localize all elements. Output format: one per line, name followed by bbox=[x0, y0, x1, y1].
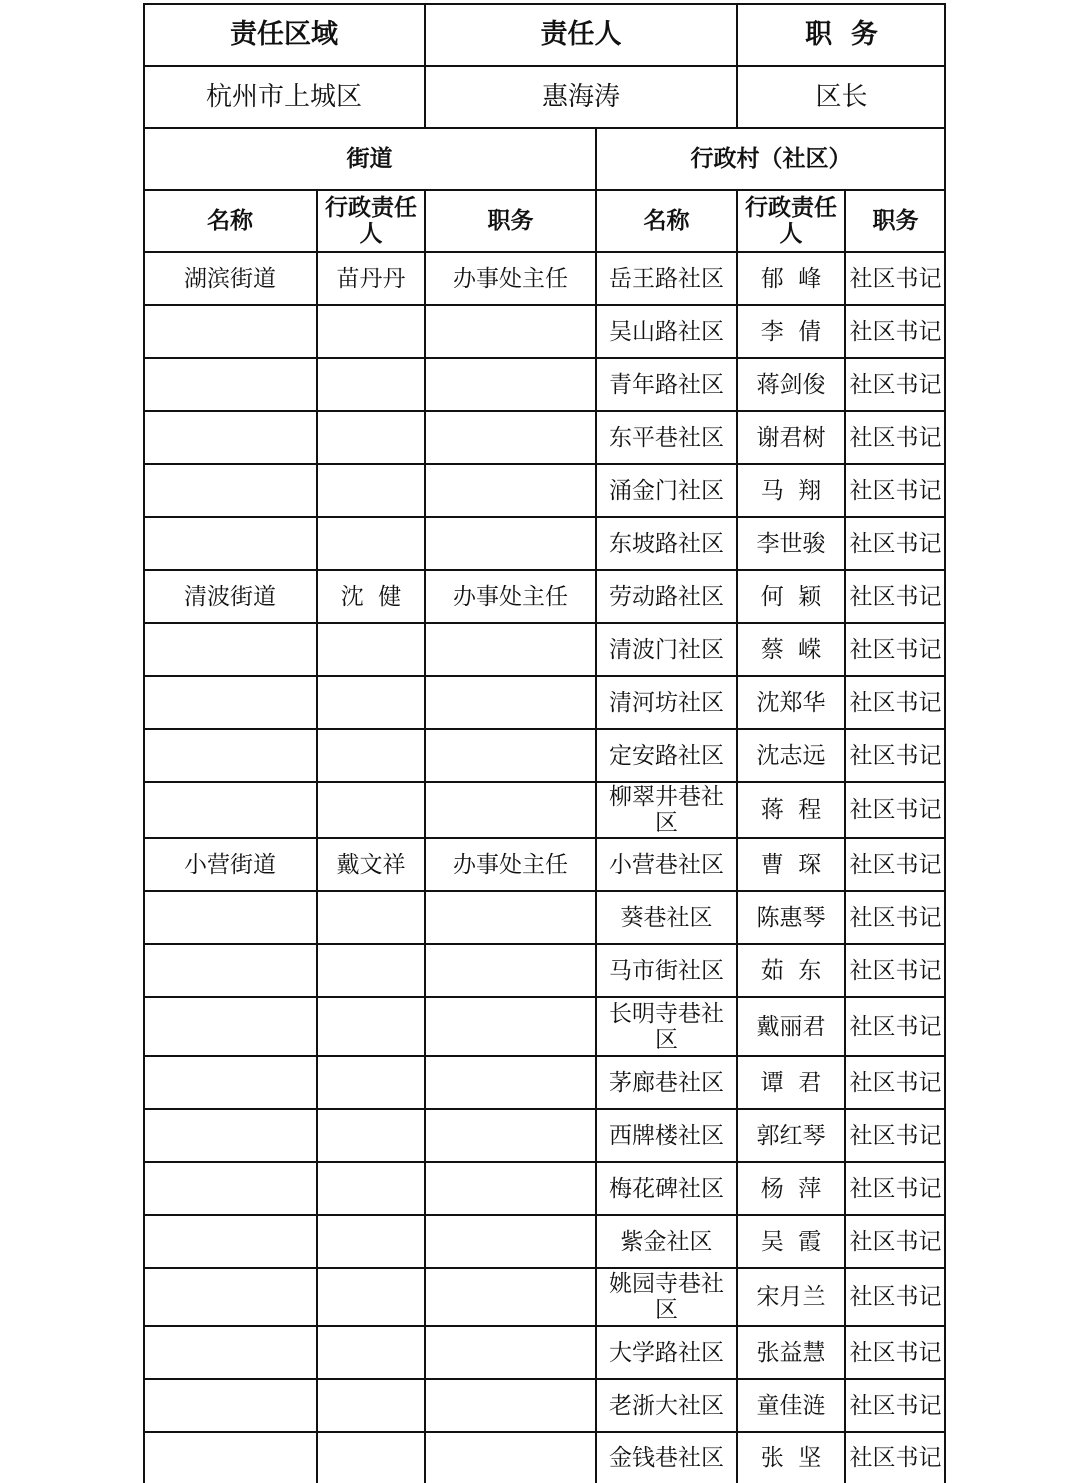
street-name-cell bbox=[143, 1109, 317, 1162]
community-position-cell: 社区书记 bbox=[849, 530, 942, 557]
community-position-cell: 社区书记 bbox=[849, 1228, 942, 1255]
grid-line bbox=[143, 1267, 946, 1269]
subheader-village-name: 名称 bbox=[643, 208, 690, 234]
street-name-cell bbox=[143, 944, 317, 997]
street-person-cell: 沈 健 bbox=[340, 583, 402, 610]
street-person-cell bbox=[317, 517, 425, 570]
grid-line bbox=[844, 190, 846, 1483]
grid-line bbox=[143, 890, 946, 892]
community-name-cell: 姚园寺巷社区 bbox=[609, 1271, 724, 1323]
community-person-cell: 杨 萍 bbox=[760, 1175, 822, 1202]
street-person-cell: 戴文祥 bbox=[336, 851, 406, 878]
community-name-cell: 金钱巷社区 bbox=[609, 1444, 724, 1471]
community-person-cell: 张 坚 bbox=[760, 1444, 822, 1471]
street-name-cell bbox=[143, 676, 317, 729]
grid-line bbox=[143, 781, 946, 783]
community-person-cell: 郁 峰 bbox=[760, 265, 822, 292]
grid-line bbox=[143, 127, 946, 129]
grid-line bbox=[143, 65, 946, 67]
street-position-cell bbox=[425, 676, 596, 729]
community-name-cell: 涌金门社区 bbox=[609, 477, 724, 504]
street-name-cell bbox=[143, 729, 317, 782]
grid-line bbox=[424, 190, 426, 1483]
community-position-cell: 社区书记 bbox=[849, 265, 942, 292]
responsibility-table bbox=[143, 3, 946, 1483]
community-name-cell: 清河坊社区 bbox=[609, 689, 724, 716]
community-name-cell: 茅廊巷社区 bbox=[609, 1069, 724, 1096]
community-name-cell: 西牌楼社区 bbox=[609, 1122, 724, 1149]
street-position-cell bbox=[425, 782, 596, 838]
street-position-cell bbox=[425, 1056, 596, 1109]
street-position-cell bbox=[425, 411, 596, 464]
street-name-cell bbox=[143, 358, 317, 411]
top-area: 杭州市上城区 bbox=[205, 82, 362, 112]
grid-line bbox=[143, 728, 946, 730]
street-person-cell bbox=[317, 464, 425, 517]
street-name-cell bbox=[143, 997, 317, 1056]
community-position-cell: 社区书记 bbox=[849, 1069, 942, 1096]
street-name-cell bbox=[143, 517, 317, 570]
community-person-cell: 沈志远 bbox=[756, 742, 826, 769]
street-name-cell bbox=[143, 1326, 317, 1379]
community-person-cell: 蒋剑俊 bbox=[756, 371, 826, 398]
street-position-cell bbox=[425, 1162, 596, 1215]
street-name-cell bbox=[143, 1268, 317, 1326]
community-person-cell: 张益慧 bbox=[756, 1339, 826, 1366]
community-name-cell: 吴山路社区 bbox=[609, 318, 724, 345]
street-name-cell bbox=[143, 1432, 317, 1483]
community-position-cell: 社区书记 bbox=[849, 424, 942, 451]
grid-line bbox=[736, 190, 738, 1483]
community-position-cell: 社区书记 bbox=[849, 1175, 942, 1202]
grid-line bbox=[143, 516, 946, 518]
community-name-cell: 劳动路社区 bbox=[609, 583, 724, 610]
community-person-cell: 曹 琛 bbox=[760, 851, 822, 878]
community-person-cell: 陈惠琴 bbox=[756, 904, 826, 931]
grid-line bbox=[143, 463, 946, 465]
top-person: 惠海涛 bbox=[541, 82, 620, 112]
grid-line bbox=[143, 251, 946, 253]
street-position-cell bbox=[425, 517, 596, 570]
community-person-cell: 蒋 程 bbox=[760, 797, 822, 823]
grid-line bbox=[143, 357, 946, 359]
street-person-cell bbox=[317, 623, 425, 676]
community-person-cell: 李世骏 bbox=[756, 530, 826, 557]
street-position-cell bbox=[425, 729, 596, 782]
street-name-cell bbox=[143, 411, 317, 464]
grid-line bbox=[595, 128, 597, 190]
community-position-cell: 社区书记 bbox=[849, 1339, 942, 1366]
subheader-street-name: 名称 bbox=[207, 208, 253, 234]
street-position-cell bbox=[425, 305, 596, 358]
community-name-cell: 东平巷社区 bbox=[609, 424, 724, 451]
grid-line bbox=[944, 3, 946, 1483]
grid-line bbox=[143, 996, 946, 998]
top-position: 区长 bbox=[815, 82, 868, 112]
street-person-cell bbox=[317, 1109, 425, 1162]
subheader-street-person: 行政责任人 bbox=[325, 195, 417, 247]
community-position-cell: 社区书记 bbox=[849, 797, 942, 823]
community-name-cell: 东坡路社区 bbox=[609, 530, 724, 557]
community-position-cell: 社区书记 bbox=[849, 318, 942, 345]
street-position-cell bbox=[425, 1326, 596, 1379]
grid-line bbox=[595, 190, 597, 1483]
community-name-cell: 梅花碑社区 bbox=[609, 1175, 724, 1202]
community-name-cell: 青年路社区 bbox=[609, 371, 724, 398]
group-header-village: 行政村（社区） bbox=[690, 146, 852, 172]
community-person-cell: 戴丽君 bbox=[756, 1013, 826, 1040]
community-person-cell: 谭 君 bbox=[760, 1069, 822, 1096]
community-name-cell: 岳王路社区 bbox=[609, 265, 724, 292]
street-person-cell bbox=[317, 997, 425, 1056]
street-position-cell bbox=[425, 1215, 596, 1268]
grid-line bbox=[143, 304, 946, 306]
street-person-cell bbox=[317, 1162, 425, 1215]
community-person-cell: 宋月兰 bbox=[756, 1284, 826, 1310]
community-name-cell: 长明寺巷社区 bbox=[609, 1000, 724, 1053]
street-name-cell bbox=[143, 1056, 317, 1109]
street-person-cell bbox=[317, 411, 425, 464]
grid-line bbox=[143, 675, 946, 677]
street-position-cell bbox=[425, 1109, 596, 1162]
community-person-cell: 马 翔 bbox=[760, 477, 822, 504]
street-person-cell bbox=[317, 782, 425, 838]
grid-line bbox=[143, 569, 946, 571]
community-position-cell: 社区书记 bbox=[849, 851, 942, 878]
community-name-cell: 葵巷社区 bbox=[620, 904, 713, 931]
street-person-cell bbox=[317, 358, 425, 411]
community-person-cell: 童佳涟 bbox=[756, 1392, 826, 1419]
street-position-cell bbox=[425, 1379, 596, 1432]
community-position-cell: 社区书记 bbox=[849, 1013, 942, 1040]
grid-line bbox=[143, 1055, 946, 1057]
grid-line bbox=[143, 622, 946, 624]
grid-line bbox=[143, 3, 145, 1483]
street-position-cell: 办事处主任 bbox=[453, 583, 568, 610]
street-name-cell bbox=[143, 623, 317, 676]
community-name-cell: 清波门社区 bbox=[609, 636, 724, 663]
header-person: 责任人 bbox=[540, 18, 622, 50]
community-person-cell: 沈郑华 bbox=[756, 689, 826, 716]
street-position-cell bbox=[425, 891, 596, 944]
grid-line bbox=[143, 410, 946, 412]
street-person-cell bbox=[317, 944, 425, 997]
street-position-cell bbox=[425, 1432, 596, 1483]
header-position: 职 务 bbox=[805, 18, 878, 50]
street-position-cell: 办事处主任 bbox=[453, 265, 568, 292]
street-person-cell bbox=[317, 1326, 425, 1379]
grid-line bbox=[316, 190, 318, 1483]
street-person-cell bbox=[317, 1379, 425, 1432]
community-name-cell: 老浙大社区 bbox=[609, 1392, 724, 1419]
street-name-cell: 湖滨街道 bbox=[184, 265, 276, 292]
street-person-cell: 苗丹丹 bbox=[336, 265, 406, 292]
street-name-cell bbox=[143, 1162, 317, 1215]
street-name-cell: 清波街道 bbox=[184, 583, 276, 610]
street-position-cell bbox=[425, 997, 596, 1056]
community-position-cell: 社区书记 bbox=[849, 742, 942, 769]
community-position-cell: 社区书记 bbox=[849, 1444, 942, 1471]
community-person-cell: 茹 东 bbox=[760, 957, 822, 984]
community-name-cell: 紫金社区 bbox=[620, 1228, 713, 1255]
subheader-village-position: 职务 bbox=[872, 208, 919, 234]
community-position-cell: 社区书记 bbox=[849, 1122, 942, 1149]
street-position-cell bbox=[425, 623, 596, 676]
grid-line bbox=[143, 1108, 946, 1110]
grid-line bbox=[143, 1378, 946, 1380]
community-person-cell: 蔡 嵘 bbox=[760, 636, 822, 663]
street-person-cell bbox=[317, 1215, 425, 1268]
community-position-cell: 社区书记 bbox=[849, 904, 942, 931]
street-position-cell bbox=[425, 464, 596, 517]
street-position-cell bbox=[425, 358, 596, 411]
community-position-cell: 社区书记 bbox=[849, 957, 942, 984]
street-position-cell bbox=[425, 1268, 596, 1326]
community-name-cell: 大学路社区 bbox=[609, 1339, 724, 1366]
community-name-cell: 柳翠井巷社区 bbox=[609, 784, 724, 836]
grid-line bbox=[143, 3, 946, 5]
street-person-cell bbox=[317, 1268, 425, 1326]
grid-line bbox=[143, 1325, 946, 1327]
street-person-cell bbox=[317, 1056, 425, 1109]
community-person-cell: 何 颖 bbox=[760, 583, 822, 610]
community-position-cell: 社区书记 bbox=[849, 1392, 942, 1419]
community-person-cell: 谢君树 bbox=[756, 424, 826, 451]
grid-line bbox=[143, 837, 946, 839]
community-position-cell: 社区书记 bbox=[849, 1284, 942, 1310]
community-position-cell: 社区书记 bbox=[849, 689, 942, 716]
header-area: 责任区域 bbox=[230, 18, 338, 50]
street-person-cell bbox=[317, 729, 425, 782]
grid-line bbox=[143, 1161, 946, 1163]
street-name-cell bbox=[143, 305, 317, 358]
street-position-cell bbox=[425, 944, 596, 997]
community-person-cell: 郭红琴 bbox=[756, 1122, 826, 1149]
community-position-cell: 社区书记 bbox=[849, 477, 942, 504]
community-person-cell: 吴 霞 bbox=[760, 1228, 822, 1255]
community-position-cell: 社区书记 bbox=[849, 583, 942, 610]
subheader-street-position: 职务 bbox=[487, 208, 534, 234]
grid-line bbox=[143, 1214, 946, 1216]
community-position-cell: 社区书记 bbox=[849, 371, 942, 398]
street-person-cell bbox=[317, 305, 425, 358]
subheader-village-person: 行政责任人 bbox=[745, 195, 837, 247]
grid-line bbox=[736, 3, 738, 128]
street-person-cell bbox=[317, 1432, 425, 1483]
grid-line bbox=[143, 1431, 946, 1433]
street-person-cell bbox=[317, 676, 425, 729]
street-name-cell bbox=[143, 1379, 317, 1432]
street-person-cell bbox=[317, 891, 425, 944]
community-name-cell: 定安路社区 bbox=[609, 742, 724, 769]
grid-line bbox=[424, 3, 426, 128]
grid-line bbox=[143, 189, 946, 191]
street-name-cell bbox=[143, 891, 317, 944]
community-name-cell: 马市街社区 bbox=[609, 957, 724, 984]
street-name-cell bbox=[143, 1215, 317, 1268]
street-name-cell bbox=[143, 464, 317, 517]
community-name-cell: 小营巷社区 bbox=[609, 851, 724, 878]
community-position-cell: 社区书记 bbox=[849, 636, 942, 663]
group-header-street: 街道 bbox=[346, 146, 393, 172]
street-position-cell: 办事处主任 bbox=[453, 851, 568, 878]
street-name-cell: 小营街道 bbox=[184, 851, 276, 878]
community-person-cell: 李 倩 bbox=[760, 318, 822, 345]
grid-line bbox=[143, 943, 946, 945]
street-name-cell bbox=[143, 782, 317, 838]
